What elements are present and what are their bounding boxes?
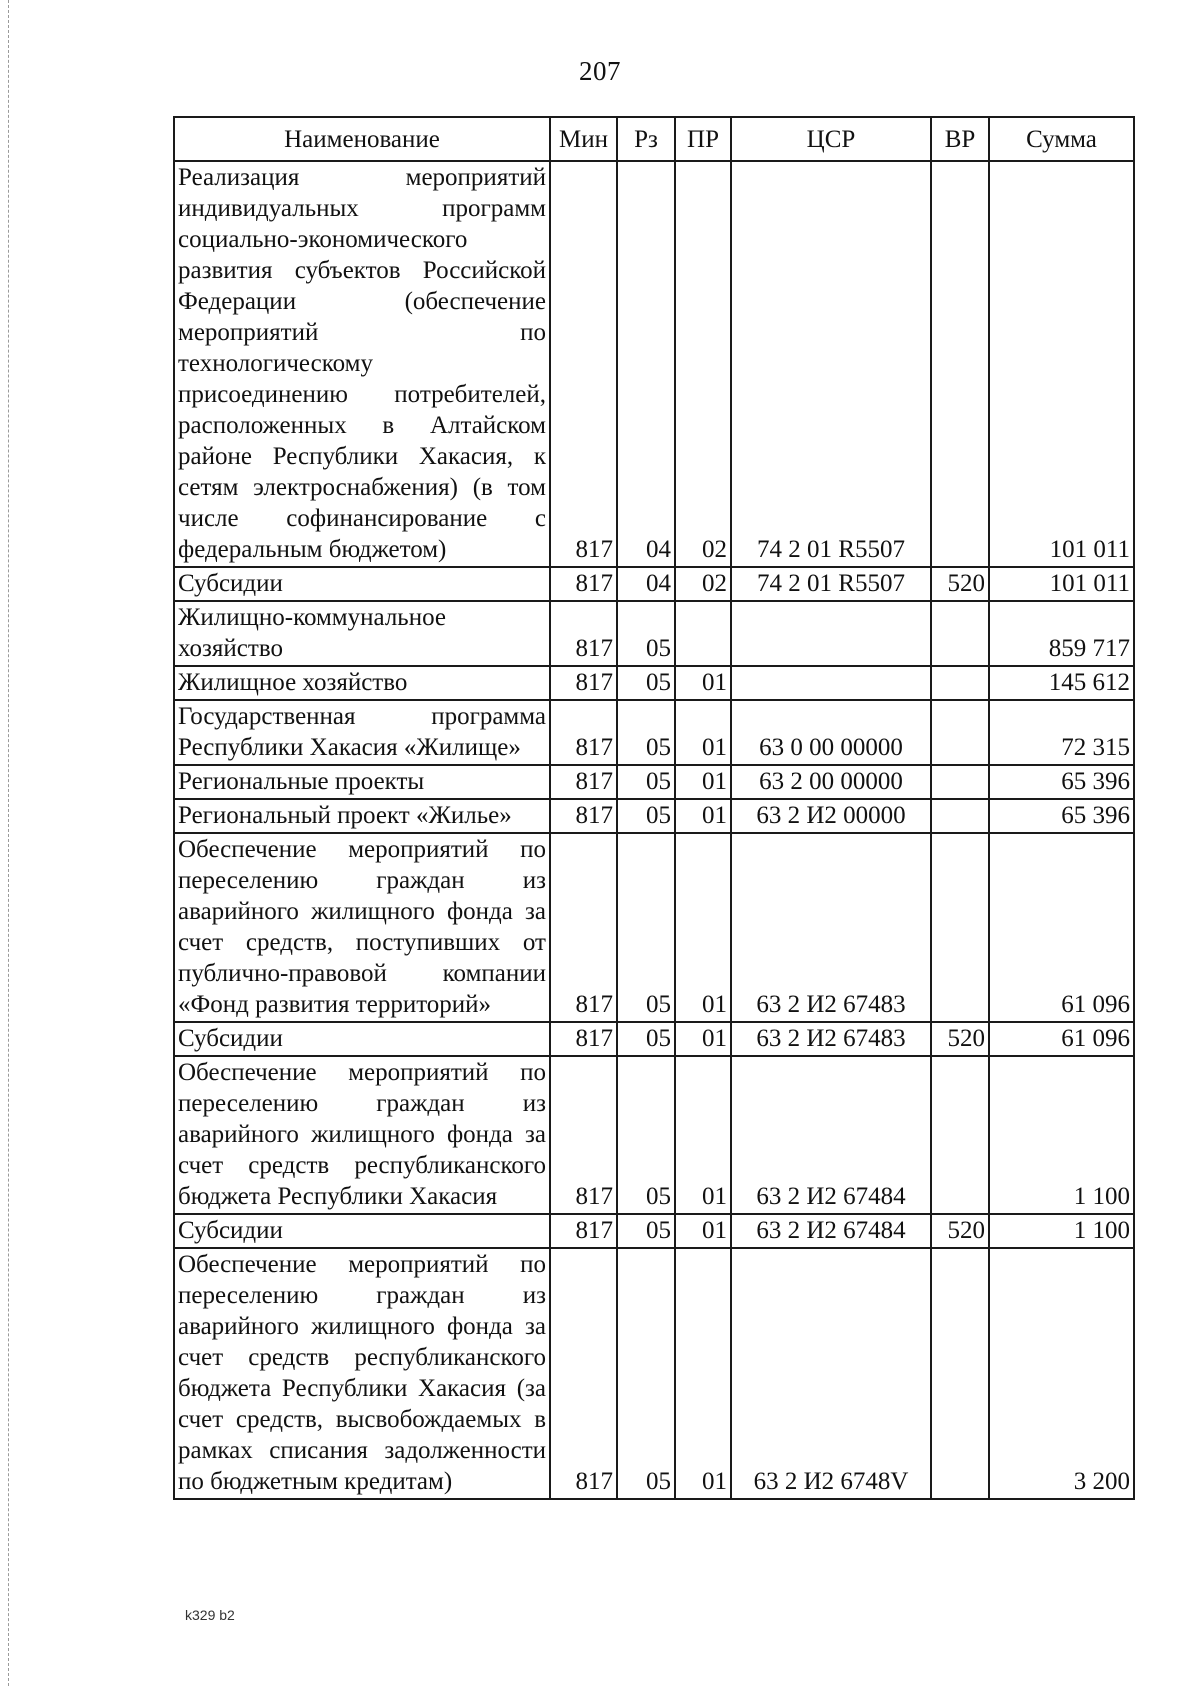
cell-vr (931, 765, 989, 799)
cell-pr: 01 (675, 833, 731, 1022)
cell-pr: 01 (675, 799, 731, 833)
cell-sum: 61 096 (989, 833, 1134, 1022)
cell-sum: 65 396 (989, 765, 1134, 799)
header-csr: ЦСР (731, 117, 931, 161)
cell-pr: 02 (675, 161, 731, 567)
budget-table (173, 116, 1135, 1500)
cell-sum: 859 717 (989, 601, 1134, 666)
cell-pr: 01 (675, 700, 731, 765)
cell-name: Субсидии (174, 567, 550, 601)
cell-sum: 3 200 (989, 1248, 1134, 1499)
cell-csr: 63 2 И2 67483 (731, 1022, 931, 1056)
cell-name: Обеспечение мероприятий по переселению граждан из аварийного жилищного фонда за счет средств республиканского бюджета Республики Хакасия (174, 1056, 550, 1214)
cell-name: Субсидии (174, 1214, 550, 1248)
cell-pr: 01 (675, 1022, 731, 1056)
table-row (174, 1214, 1134, 1248)
footer-code: k329 b2 (185, 1607, 235, 1623)
header-min: Мин (550, 117, 617, 161)
cell-csr: 63 2 00 00000 (731, 765, 931, 799)
table-row (174, 666, 1134, 700)
cell-rz: 05 (617, 799, 675, 833)
cell-sum: 101 011 (989, 567, 1134, 601)
cell-rz: 05 (617, 700, 675, 765)
cell-pr: 02 (675, 567, 731, 601)
cell-min: 817 (550, 666, 617, 700)
cell-rz: 05 (617, 765, 675, 799)
table-row (174, 1056, 1134, 1214)
cell-vr (931, 601, 989, 666)
header-name: Наименование (174, 117, 550, 161)
cell-name: Жилищное хозяйство (174, 666, 550, 700)
cell-rz: 04 (617, 567, 675, 601)
table-row (174, 765, 1134, 799)
cell-min: 817 (550, 799, 617, 833)
cell-vr (931, 700, 989, 765)
cell-vr: 520 (931, 1214, 989, 1248)
cell-sum: 65 396 (989, 799, 1134, 833)
cell-min: 817 (550, 1214, 617, 1248)
cell-rz: 05 (617, 833, 675, 1022)
table-row (174, 799, 1134, 833)
cell-min: 817 (550, 1056, 617, 1214)
cell-vr (931, 161, 989, 567)
page-number: 207 (579, 56, 621, 86)
cell-min: 817 (550, 567, 617, 601)
cell-vr (931, 1248, 989, 1499)
cell-rz: 05 (617, 1022, 675, 1056)
scan-edge-line (8, 0, 10, 1686)
header-pr: ПР (675, 117, 731, 161)
header-rz: Рз (617, 117, 675, 161)
cell-min: 817 (550, 700, 617, 765)
cell-pr: 01 (675, 1214, 731, 1248)
cell-csr (731, 666, 931, 700)
cell-csr: 63 2 И2 67484 (731, 1056, 931, 1214)
cell-name: Обеспечение мероприятий по переселению граждан из аварийного жилищного фонда за счет средств республиканского бюджета Республики Хакасия (за счет средств, высвобождаемых в рамках списания задолженности по бюджетным кредитам) (174, 1248, 550, 1499)
cell-csr: 74 2 01 R5507 (731, 161, 931, 567)
cell-name: Жилищно-коммунальное хозяйство (174, 601, 550, 666)
cell-min: 817 (550, 601, 617, 666)
table-header-row (174, 117, 1134, 161)
cell-csr: 63 2 И2 67483 (731, 833, 931, 1022)
cell-rz: 05 (617, 666, 675, 700)
table-row (174, 567, 1134, 601)
cell-name: Государственная программа Республики Хакасия «Жилище» (174, 700, 550, 765)
cell-vr: 520 (931, 567, 989, 601)
table-row (174, 1022, 1134, 1056)
cell-name: Обеспечение мероприятий по переселению граждан из аварийного жилищного фонда за счет средств, поступивших от публично-правовой компании «Фонд развития территорий» (174, 833, 550, 1022)
cell-csr: 63 2 И2 67484 (731, 1214, 931, 1248)
cell-rz: 05 (617, 601, 675, 666)
cell-rz: 05 (617, 1056, 675, 1214)
cell-sum: 1 100 (989, 1056, 1134, 1214)
cell-vr: 520 (931, 1022, 989, 1056)
cell-min: 817 (550, 1022, 617, 1056)
cell-csr: 63 2 И2 6748V (731, 1248, 931, 1499)
cell-name: Региональный проект «Жилье» (174, 799, 550, 833)
table-body (174, 161, 1134, 1499)
cell-vr (931, 799, 989, 833)
cell-sum: 72 315 (989, 700, 1134, 765)
cell-rz: 05 (617, 1248, 675, 1499)
table-row (174, 161, 1134, 567)
table-row (174, 700, 1134, 765)
cell-min: 817 (550, 833, 617, 1022)
cell-csr (731, 601, 931, 666)
cell-name: Субсидии (174, 1022, 550, 1056)
cell-min: 817 (550, 765, 617, 799)
cell-rz: 04 (617, 161, 675, 567)
cell-sum: 145 612 (989, 666, 1134, 700)
cell-vr (931, 666, 989, 700)
cell-min: 817 (550, 1248, 617, 1499)
cell-rz: 05 (617, 1214, 675, 1248)
cell-csr: 63 0 00 00000 (731, 700, 931, 765)
header-vr: ВР (931, 117, 989, 161)
cell-name: Региональные проекты (174, 765, 550, 799)
cell-pr: 01 (675, 1056, 731, 1214)
cell-vr (931, 1056, 989, 1214)
cell-pr: 01 (675, 765, 731, 799)
cell-sum: 1 100 (989, 1214, 1134, 1248)
table-row (174, 601, 1134, 666)
cell-csr: 63 2 И2 00000 (731, 799, 931, 833)
cell-min: 817 (550, 161, 617, 567)
header-sum: Сумма (989, 117, 1134, 161)
cell-pr: 01 (675, 666, 731, 700)
cell-csr: 74 2 01 R5507 (731, 567, 931, 601)
cell-pr: 01 (675, 1248, 731, 1499)
cell-vr (931, 833, 989, 1022)
cell-pr (675, 601, 731, 666)
cell-sum: 101 011 (989, 161, 1134, 567)
table-row (174, 833, 1134, 1022)
cell-name: Реализация мероприятий индивидуальных программ социально-экономического развития субъектов Российской Федерации (обеспечение мероприятий по технологическому присоединению потребителей, расположенных в Алтайском районе Республики Хакасия, к сетям электроснабжения) (в том числе софинансирование с федеральным бюджетом) (174, 161, 550, 567)
table-row (174, 1248, 1134, 1499)
cell-sum: 61 096 (989, 1022, 1134, 1056)
